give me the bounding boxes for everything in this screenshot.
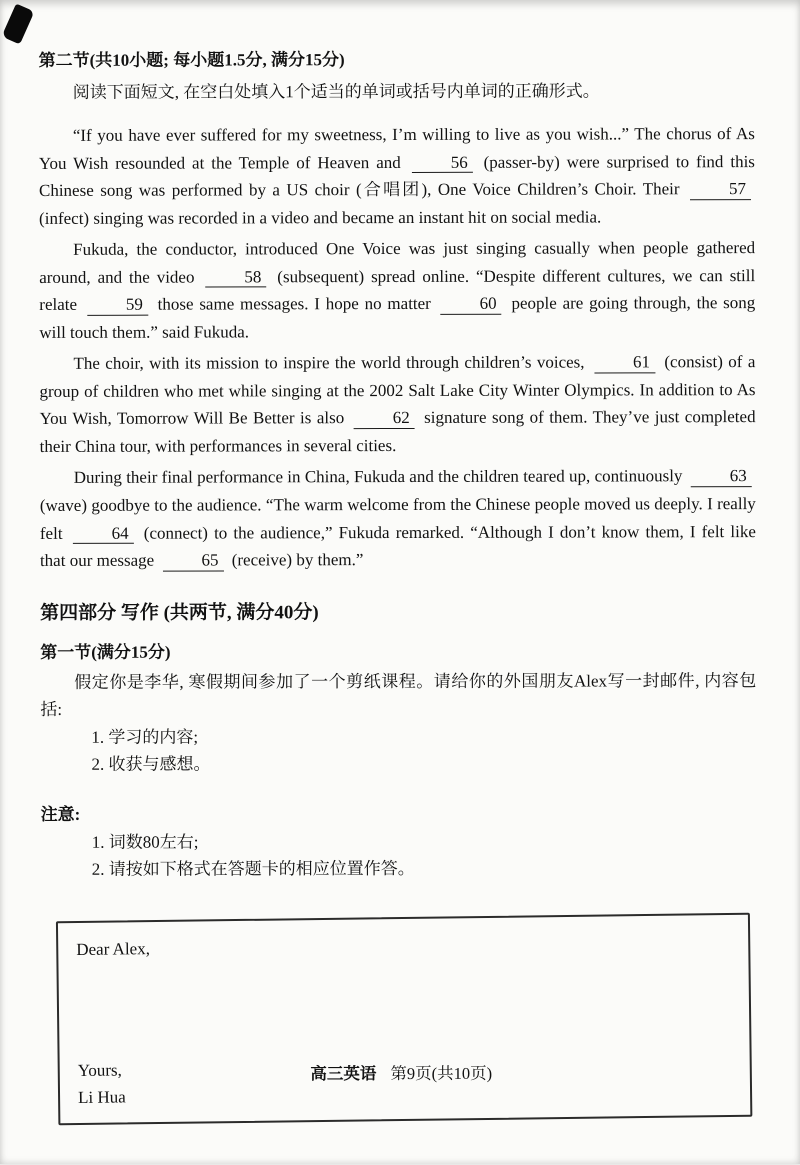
blank-57: 57 [690,179,751,200]
part4-section1-heading: 第一节(满分15分) [40,642,171,663]
writing-prompt: 假定你是李华, 寒假期间参加了一个剪纸课程。请给你的外国朋友Alex写一封邮件, 内容包括: [40,670,757,720]
blank-61: 61 [594,353,655,374]
letter-closing: Yours, [77,1060,122,1080]
letter-greeting: Dear Alex, [76,938,151,959]
blank-65: 65 [162,550,223,571]
writing-point-1: 1. 学习的内容; [91,727,199,747]
notes-label: 注意: [40,804,81,824]
blank-59: 59 [87,295,148,316]
cloze-paragraph-1: “If you have ever suffered for my sweetness, I’m willing to live as you wish...” The chorus of As You Wish resounded at the Temple of Heaven and 56 (passer-by) were surprised to find this Chinese song was performed by a US choir (合唱团), One Voice Children’s Choir. Their 57 (infect) singing was recorded in a video and became an instant hit on social media. [38,124,755,228]
cloze-paragraph-2: Fukuda, the conductor, introduced One Voice was just singing casually when people gathered around, and the video 58 (subsequent) spread online. “Despite different cultures, we can still relate 59 those same messages. I hope no matter 60 people are going through, the song will touch them.” said Fukuda. [39,238,756,342]
letter-blank-space [76,955,731,1058]
blank-58: 58 [205,267,266,288]
note-2: 2. 请按如下格式在答题卡的相应位置作答。 [91,859,415,879]
footer-course-name: 高三英语 [310,1064,377,1084]
cloze-paragraph-4: During their final performance in China, Fukuda and the children teared up, continuously 63 (wave) goodbye to the audience. “The warm welcome from the Chinese people moved us deeply. I really felt 64 (connect) to the audience,” Fukuda remarked. “Although I don’t know them, I felt like that our message 65 (receive) by them.” [39,466,756,570]
blank-62: 62 [354,408,415,429]
answer-letter-box [56,912,752,1124]
section2-heading: 第二节(共10小题; 每小题1.5分, 满分15分) [38,50,345,70]
blank-60: 60 [441,294,502,315]
blank-56: 56 [412,152,473,173]
note-1: 1. 词数80左右; [91,832,199,852]
cloze-paragraph-3: The choir, with its mission to inspire the world through children’s voices, 61 (consist) of a group of children who met while singing at the 2002 Salt Lake City Winter Olympics. In addition to As You Wish, Tomorrow Will Be Better is also 62 signature song of them. They’ve just completed their China tour, with performances in several cities. [39,352,756,456]
blank-64: 64 [73,523,134,544]
footer-page-number: 第9页(共10页) [390,1064,493,1084]
letter-signature: Li Hua [77,1086,126,1107]
writing-point-2: 2. 收获与感想。 [91,754,211,775]
page-footer [1,1060,800,1089]
blank-63: 63 [691,467,752,488]
part4-heading: 第四部分 写作 (共两节, 满分40分) [40,601,319,624]
section2-instruction: 阅读下面短文, 在空白处填入1个适当的单词或括号内单词的正确形式。 [72,81,600,102]
